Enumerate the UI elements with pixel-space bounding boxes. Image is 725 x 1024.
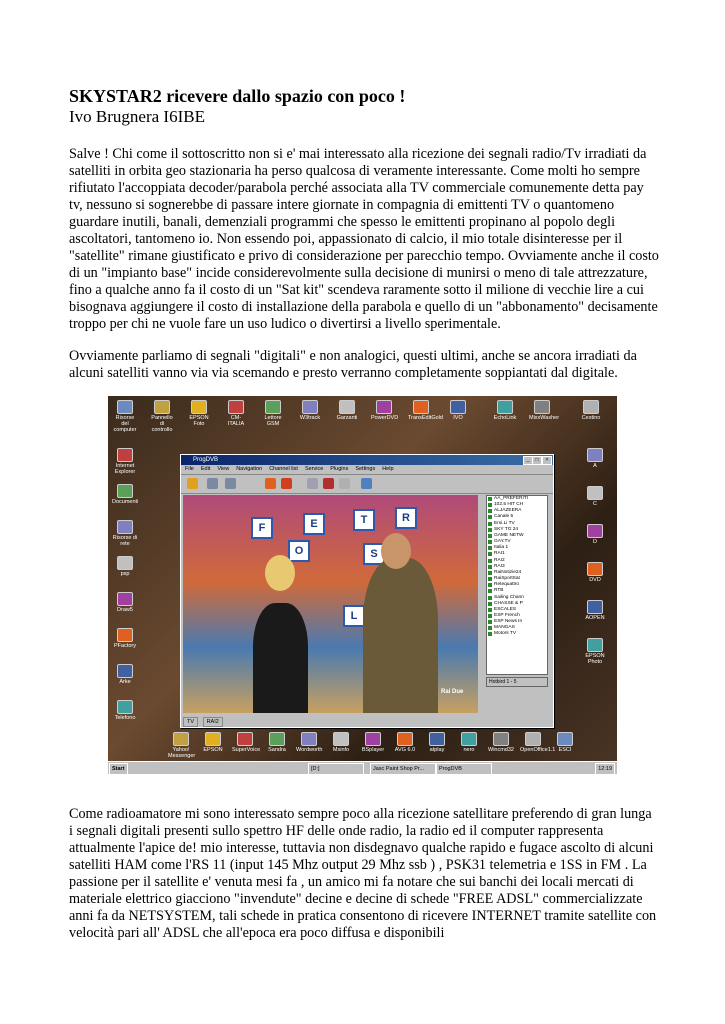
icon-label: Garzanti — [336, 415, 358, 421]
letter-tile: S — [363, 543, 385, 565]
icon-label: Draw5 — [117, 607, 133, 613]
channel-list[interactable] — [486, 495, 548, 675]
icon-label: Internet Explorer — [114, 463, 136, 475]
dock-icon[interactable] — [456, 732, 482, 753]
icon-label: Wordworth — [296, 747, 323, 753]
dock-icon[interactable] — [552, 732, 578, 753]
icon-label: MixxWasher — [529, 415, 560, 421]
status-mode: TV — [183, 717, 198, 727]
icon-label: PFactory — [113, 643, 136, 649]
settings-icon[interactable] — [339, 478, 350, 489]
app-icon — [493, 732, 509, 746]
desktop-left-icon[interactable] — [112, 556, 138, 577]
app-icon — [237, 732, 253, 746]
channel-item[interactable]: CHASSE & P — [487, 601, 547, 607]
icon-label: EchoLink — [493, 415, 517, 421]
channel-item[interactable]: Sailing Chann — [487, 595, 547, 601]
task-drive[interactable]: [D:] — [308, 763, 364, 774]
folder-icon[interactable] — [187, 478, 198, 489]
desktop-left-icon[interactable] — [112, 484, 138, 505]
article-title: SKYSTAR2 ricevere dallo spazio con poco ! — [69, 86, 406, 106]
desktop-icon[interactable] — [149, 400, 175, 433]
app-icon — [587, 562, 603, 576]
channel-item[interactable]: MANGAS — [487, 625, 547, 631]
window-title: ProgDVB — [193, 457, 219, 463]
start-button[interactable]: Start — [109, 763, 128, 774]
channel-item[interactable]: ESP News In — [487, 619, 547, 625]
icon-label: nero — [463, 747, 475, 753]
menu-settings[interactable]: Settings — [355, 466, 376, 472]
letter-tile: F — [251, 517, 273, 539]
desktop-icon[interactable] — [223, 400, 249, 427]
app-icon — [397, 732, 413, 746]
app-icon — [587, 448, 603, 462]
dock-icon[interactable] — [168, 732, 194, 759]
app-icon — [429, 732, 445, 746]
taskbar — [108, 761, 617, 774]
icon-label: AOPEN — [585, 615, 605, 621]
desktop-icon[interactable] — [371, 400, 397, 421]
menu-bar — [181, 465, 553, 474]
dock-icon[interactable] — [328, 732, 354, 753]
info-icon[interactable] — [361, 478, 372, 489]
app-icon — [205, 732, 221, 746]
channel-item[interactable]: 102.5 HIT CH — [487, 502, 547, 508]
paragraph-intro: Salve ! Chi come il sottoscritto non si e' mai interessato alla ricezione dei segnali radio/Tv irradiati da satelliti in orbita geo stazionaria ha perso qualcosa di veramente interessante. Come molti ho sempre rifiutato l'accoppiata decoder/parabola perché associata alla TV commerciale comunemente detta pay tv, nessuno si sognerebbe di passare intere giornate in compagnia di emittenti TV o quantomeno guardare inutili, banali, demenziali programmi che spesso le emittenti propinano al popolo degli ascoltatori, tantomeno io. Non essendo poi, appassionato di calcio, il mio totale disinteresse per il "satellite" rimane giustificato e privo di considerazione per parecchio tempo. Ovviamente anche il costo di un "impianto base" incide considerevolmente sulla decisione di munirsi o meno di tale attrezzature, fino a qualche anno fa il costo di un "Sat kit" scendeva raramente sotto il milione di vecchie lire a cui bisognava aggiungere il costo di installazione della parabola e quello di un "abbonamento" decisamente troppo per chi ne vuole fare un uso ludico o divertirsi a livello sperimentale. — [69, 146, 659, 332]
dock-icon[interactable] — [392, 732, 418, 753]
menu-view[interactable]: View — [217, 466, 230, 472]
status-channel: RAI2 — [203, 717, 223, 727]
drive-icon[interactable] — [582, 600, 608, 621]
channel-item[interactable]: ESCALES — [487, 607, 547, 613]
icon-label: Wincmd32 — [488, 747, 514, 753]
menu-navigation[interactable]: Navigation — [236, 466, 263, 472]
presenter-man — [363, 558, 438, 713]
channel-logo: Rai Due — [441, 689, 464, 695]
channel-item[interactable]: ALJAZEERA — [487, 508, 547, 514]
icon-label: Telefono — [114, 715, 136, 721]
drive-icon[interactable] — [582, 486, 608, 507]
icon-label: Risorse del computer — [113, 415, 137, 433]
audio-icon[interactable] — [323, 478, 334, 489]
app-icon — [339, 400, 355, 414]
desktop-icon[interactable] — [408, 400, 443, 421]
desktop-icon[interactable] — [112, 400, 138, 433]
dock-icon[interactable] — [360, 732, 386, 753]
channel-item[interactable]: ESP French — [487, 613, 547, 619]
letter-tile: R — [395, 507, 417, 529]
icon-label: DVD — [589, 577, 601, 583]
icon-label: AVG 6.0 — [394, 747, 416, 753]
article-author: Ivo Brugnera I6IBE — [69, 107, 205, 126]
icon-label: EPSON Photo — [585, 653, 605, 665]
letter-tile: T — [353, 509, 375, 531]
drive-icon[interactable] — [582, 448, 608, 469]
channel-item[interactable]: Retequattro — [487, 582, 547, 588]
icon-label: BSplayer — [361, 747, 385, 753]
dock-icon[interactable] — [296, 732, 322, 753]
app-icon — [525, 732, 541, 746]
letter-tile: L — [343, 605, 365, 627]
channel-item[interactable]: GAY.TV — [487, 539, 547, 545]
app-icon — [154, 400, 170, 414]
search-icon[interactable] — [307, 478, 318, 489]
icon-label: Cestino — [581, 415, 601, 421]
maximize-button[interactable]: □ — [532, 456, 542, 465]
icon-label: Sandra — [268, 747, 286, 753]
close-button[interactable]: × — [542, 456, 552, 465]
channel-item[interactable]: RTB — [487, 588, 547, 594]
forward-icon[interactable] — [225, 478, 236, 489]
progdvb-window — [180, 454, 554, 728]
icon-label: TransEditGold — [408, 415, 443, 421]
desktop-icon[interactable] — [492, 400, 518, 421]
app-icon — [117, 556, 133, 570]
presenter-man-head — [381, 533, 411, 569]
desktop-left-icon[interactable] — [112, 520, 138, 547]
app-icon — [117, 484, 133, 498]
app-icon — [269, 732, 285, 746]
menu-channel-list[interactable]: Channel list — [269, 466, 298, 472]
record-icon[interactable] — [281, 478, 292, 489]
letter-tile: E — [303, 513, 325, 535]
channel-item[interactable]: RaiNotizie24 — [487, 570, 547, 576]
icon-label: SuperVoice — [232, 747, 261, 753]
icon-label: Lettore GSM — [264, 415, 282, 427]
menu-help[interactable]: Help — [382, 466, 394, 472]
window-titlebar — [181, 455, 553, 465]
video-frame — [183, 495, 478, 713]
icon-label: C — [593, 501, 597, 507]
channel-item[interactable]: Motors TV — [487, 631, 547, 637]
app-icon — [497, 400, 513, 414]
desktop-left-icon[interactable] — [112, 664, 138, 685]
icon-label: EPSON Foto — [189, 415, 209, 427]
desktop-icon[interactable] — [529, 400, 560, 421]
minimize-button[interactable]: _ — [523, 456, 533, 465]
channel-item[interactable]: Italia 1 — [487, 545, 547, 551]
app-icon — [587, 486, 603, 500]
desktop-icons-bottom — [168, 732, 578, 759]
app-icon — [557, 732, 573, 746]
icon-label: Yahoo! Messenger — [168, 747, 196, 759]
task-paintshop[interactable]: Jasc Paint Shop Pr... — [370, 763, 436, 774]
icon-label: OpenOffice1.1 — [520, 747, 556, 753]
icon-label: PowerDVD — [371, 415, 399, 421]
icon-label: atplay — [429, 747, 445, 753]
app-icon — [333, 732, 349, 746]
app-icon — [117, 664, 133, 678]
icon-label: CM-ITALIA — [227, 415, 245, 427]
app-icon — [117, 520, 133, 534]
task-progdvb[interactable]: ProgDVB — [436, 763, 492, 774]
channel-item[interactable]: RaiSportSat — [487, 576, 547, 582]
app-icon — [376, 400, 392, 414]
status-bar — [183, 717, 549, 725]
drive-icon[interactable] — [582, 638, 608, 665]
icon-label: Pannello di controllo — [151, 415, 173, 433]
app-icon — [413, 400, 429, 414]
dock-icon[interactable] — [488, 732, 514, 753]
presenter-woman — [253, 603, 308, 713]
icon-label: Msinfo — [332, 747, 350, 753]
app-icon — [173, 732, 189, 746]
clock: 12:19 — [595, 763, 615, 774]
desktop-icon[interactable] — [334, 400, 360, 421]
menu-edit[interactable]: Edit — [200, 466, 211, 472]
back-icon[interactable] — [207, 478, 218, 489]
app-icon — [117, 628, 133, 642]
app-icon — [117, 400, 133, 414]
desktop-left-icon[interactable] — [112, 448, 138, 475]
app-icon — [450, 400, 466, 414]
dock-icon[interactable] — [200, 732, 226, 753]
app-icon — [534, 400, 550, 414]
channel-item[interactable]: Emi.Li TV — [487, 521, 547, 527]
icon-label: Arke — [119, 679, 131, 685]
channel-item[interactable]: GAME NETW — [487, 533, 547, 539]
icon-label: EPSON — [203, 747, 223, 753]
channel-item[interactable]: RAI2 — [487, 558, 547, 564]
satellite-select[interactable]: Hotbird 1 - 5 — [486, 677, 548, 687]
app-icon — [265, 400, 281, 414]
dock-icon[interactable] — [232, 732, 261, 753]
desktop-screenshot — [108, 396, 617, 774]
dock-icon[interactable] — [424, 732, 450, 753]
desktop-left-icon[interactable] — [112, 592, 138, 613]
icon-label: Documenti — [112, 499, 139, 505]
paragraph-radioamateur: Come radioamatore mi sono interessato sempre poco alla ricezione satellitare preferendo di gran lunga i segnali digitali presenti sullo spettro HF delle onde radio, la radio ed il computer rappresenta attualmente l'apice de! mio interesse, tuttavia non disdegnavo qualche rapido e fugace ascolto di alcuni satelliti HAM come l'RS 11 (input 145 Mhz output 29 Mhz ssb ) , PSK31 telemetria e 1SS in FM . La passione per il satellite e' venuta mesi fa , un amico mi fa notare che sui banchi dei locali mercati di materiale elettrico giacciono "invendute" decine e decine di schede "FREE ADSL" commercializzate anni fa da NETSYSTEM, tali schede in pratica consentono di ricevere INTERNET tramite satellite con velocità pari all' ADSL che all'epoca era poco diffusa e disponibili — [69, 806, 657, 941]
desktop-left-icon[interactable] — [112, 628, 138, 649]
channel-item[interactable]: AA_PREFERITI — [487, 496, 547, 502]
channel-item[interactable]: RAI3 — [487, 564, 547, 570]
icon-label: ESCI — [558, 747, 572, 753]
menu-plugins[interactable]: Plugins — [330, 466, 349, 472]
drive-icon[interactable] — [582, 524, 608, 545]
desktop-icon[interactable] — [260, 400, 286, 427]
app-icon — [191, 400, 207, 414]
menu-file[interactable]: File — [185, 466, 194, 472]
app-icon — [117, 448, 133, 462]
app-icon — [302, 400, 318, 414]
tv-icon[interactable] — [265, 478, 276, 489]
channel-item[interactable]: SKY TG 24 — [487, 527, 547, 533]
channel-item[interactable]: RAI1 — [487, 551, 547, 557]
icon-label: W3track — [299, 415, 321, 421]
app-icon — [587, 600, 603, 614]
letter-tile: O — [288, 540, 310, 562]
app-icon — [365, 732, 381, 746]
icon-label: IVO — [453, 415, 463, 421]
app-icon — [587, 638, 603, 652]
icon-label: D — [593, 539, 597, 545]
toolbar — [181, 474, 553, 494]
dock-icon[interactable] — [520, 732, 556, 753]
icon-label: Risorse di rete — [112, 535, 138, 547]
app-icon — [117, 592, 133, 606]
drive-icon[interactable] — [582, 562, 608, 583]
desktop-left-icon[interactable] — [112, 700, 138, 721]
app-icon — [301, 732, 317, 746]
app-icon — [461, 732, 477, 746]
app-icon — [228, 400, 244, 414]
desktop-icon[interactable] — [297, 400, 323, 421]
app-icon — [587, 524, 603, 538]
desktop-icon[interactable] — [445, 400, 471, 421]
dock-icon[interactable] — [264, 732, 290, 753]
presenter-woman-head — [265, 555, 295, 591]
menu-service[interactable]: Service — [304, 466, 324, 472]
app-icon — [117, 700, 133, 714]
desktop-icon[interactable] — [186, 400, 212, 427]
desktop-icon[interactable] — [578, 400, 604, 421]
icon-label: A — [593, 463, 597, 469]
app-icon — [583, 400, 599, 414]
channel-item[interactable]: Canale 5 — [487, 514, 547, 520]
icon-label: psp — [120, 571, 130, 577]
paragraph-digital: Ovviamente parliamo di segnali "digitali" e non analogici, questi ultimi, anche se ancora irradiati da alcuni satelliti vanno via via scemando e presto verranno completamente soppiantati dal digitale. — [69, 348, 637, 381]
